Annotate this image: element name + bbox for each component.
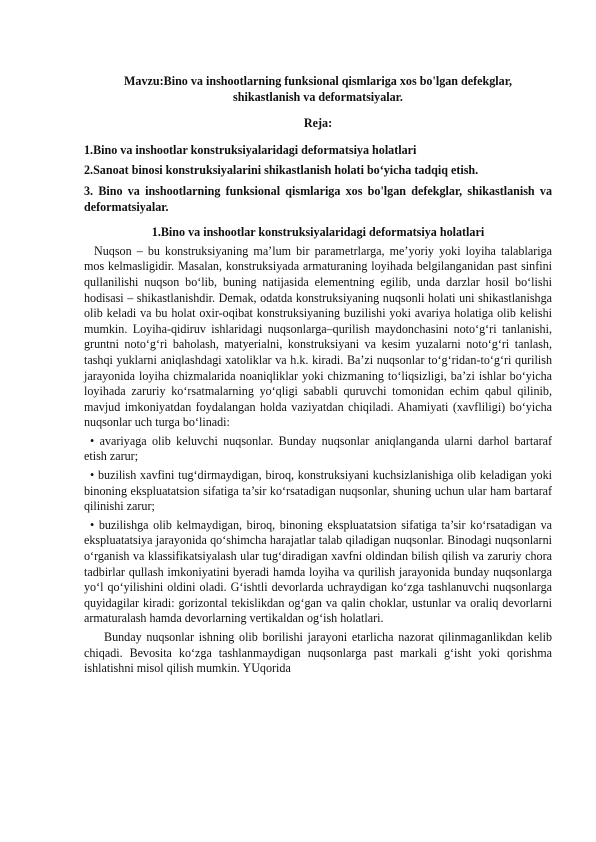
- plan-heading: Reja:: [303, 116, 333, 131]
- plan-item-3: 3. Bino va inshootlarning funksional qismlariga xos bo'lgan defekglar, shikastlanish va deformatsiyalar.: [84, 183, 552, 214]
- bullet-paragraph-3: • buzilishga olib kelmaydigan, biroq, binoning ekspluatatsion sifatiga ta’sir ko‘rsatadigan va ekspluatatsiya jarayonida qo‘shimcha harajatlar talab qiladigan nuqsonlar. Binodagi nuqsonlarni o‘rganish va klassifikatsiyalash ular tug‘diradigan xavfni oldindan bilish qilish va zaruriy chora tadbirlar qullash imkoniyatini byeradi hamda loyiha va qurilish jarayonida bunday nuqsonlarga yo‘l qo‘yilishini oldini oladi. G‘ishtli devorlarda uchraydigan ko‘zga tashlanuvchi nuqsonlarga quyidagilar kiradi: gorizontal tekislikdan og‘gan va qalin choklar, ustunlar va oraliq devorlarni armaturalash hamda devorlarning vertikaldan og‘ish holatlari.: [84, 517, 552, 626]
- bullet-paragraph-2: • buzilish xavfini tug‘dirmaydigan, biroq, konstruksiyani kuchsizlanishiga olib keladigan yoki binoning ekspluatatsion sifatiga ta’sir ko‘rsatadigan nuqsonlar, shuning uchun ular ham bartaraf qilinishi zarur;: [84, 468, 552, 514]
- plan-item-1: 1.Bino va inshootlar konstruksiyalaridagi deformatsiya holatlari: [84, 142, 417, 157]
- plan-item-2: 2.Sanoat binosi konstruksiyalarini shikastlanish holati bo‘yicha tadqiq etish.: [84, 163, 479, 178]
- section-heading: 1.Bino va inshootlar konstruksiyalaridagi deformatsiya holatlari: [151, 225, 485, 240]
- document-title: [84, 74, 552, 105]
- title-line-1: Mavzu:Bino va inshootlarning funksional qismlariga xos bo'lgan defekglar,: [124, 74, 512, 88]
- paragraph-closing: Bunday nuqsonlar ishning olib borilishi jarayoni etarlicha nazorat qilinmaganlikdan kelib chiqadi. Bevosita ko‘zga tashlanmaydigan nuqsonlarga past markali g‘isht yoki qorishma ishlatishni misol qilish mumkin. YUqorida: [84, 630, 552, 676]
- paragraph-intro: Nuqson – bu konstruksiyaning ma’lum bir parametrlarga, me’yoriy yoki loyiha talablariga mos kelmasligidir. Masalan, konstruksiyada armaturaning loyihada belgilanganidan past sinfini qullanilishi nuqson bo‘lib, buning natijasida elementning egilib, unda darzlar hosil bo‘lishi hodisasi – shikastlanishdir. Demak, odatda konstruksiyaning nuqsonli holati uni shikastlanishga olib keladi va bu holat oxir-oqibat konstruksiyaning buzilishi yoki avariya holatiga olib kelishi mumkin. Loyiha-qidiruv ishlaridagi nuqsonlarga–qurilish maydonchasini noto‘g‘ri tanlanishi, gruntni noto‘g‘ri baholash, matyerialni, konstruksiyani va kesim yuzalarni noto‘g‘ri tanlash, tashqi yuklarni aniqlashdagi xatoliklar va h.k. kiradi. Ba’zi nuqsonlar to‘g‘ridan-to‘g‘ri qurilish jarayonida loyiha chizmalarida noaniqliklar yoki chizmaning to‘liqsizligi, ba’zi ishlar bo‘yicha loyihada zaruriy ko‘rsatmalarning yo‘qligi sababli quruvchi tomonidan echim qabul qilinib, mavjud imkoniyatdan foydalangan holda vaziyatdan chiqiladi. Ahamiyati (xavfliligi) bo‘yicha nuqsonlar uch turga bo‘linadi:: [84, 243, 552, 430]
- title-line-2: shikastlanish va deformatsiyalar.: [233, 89, 403, 104]
- bullet-paragraph-1: • avariyaga olib keluvchi nuqsonlar. Bunday nuqsonlar aniqlanganda ularni darhol bartaraf etish zarur;: [84, 433, 552, 464]
